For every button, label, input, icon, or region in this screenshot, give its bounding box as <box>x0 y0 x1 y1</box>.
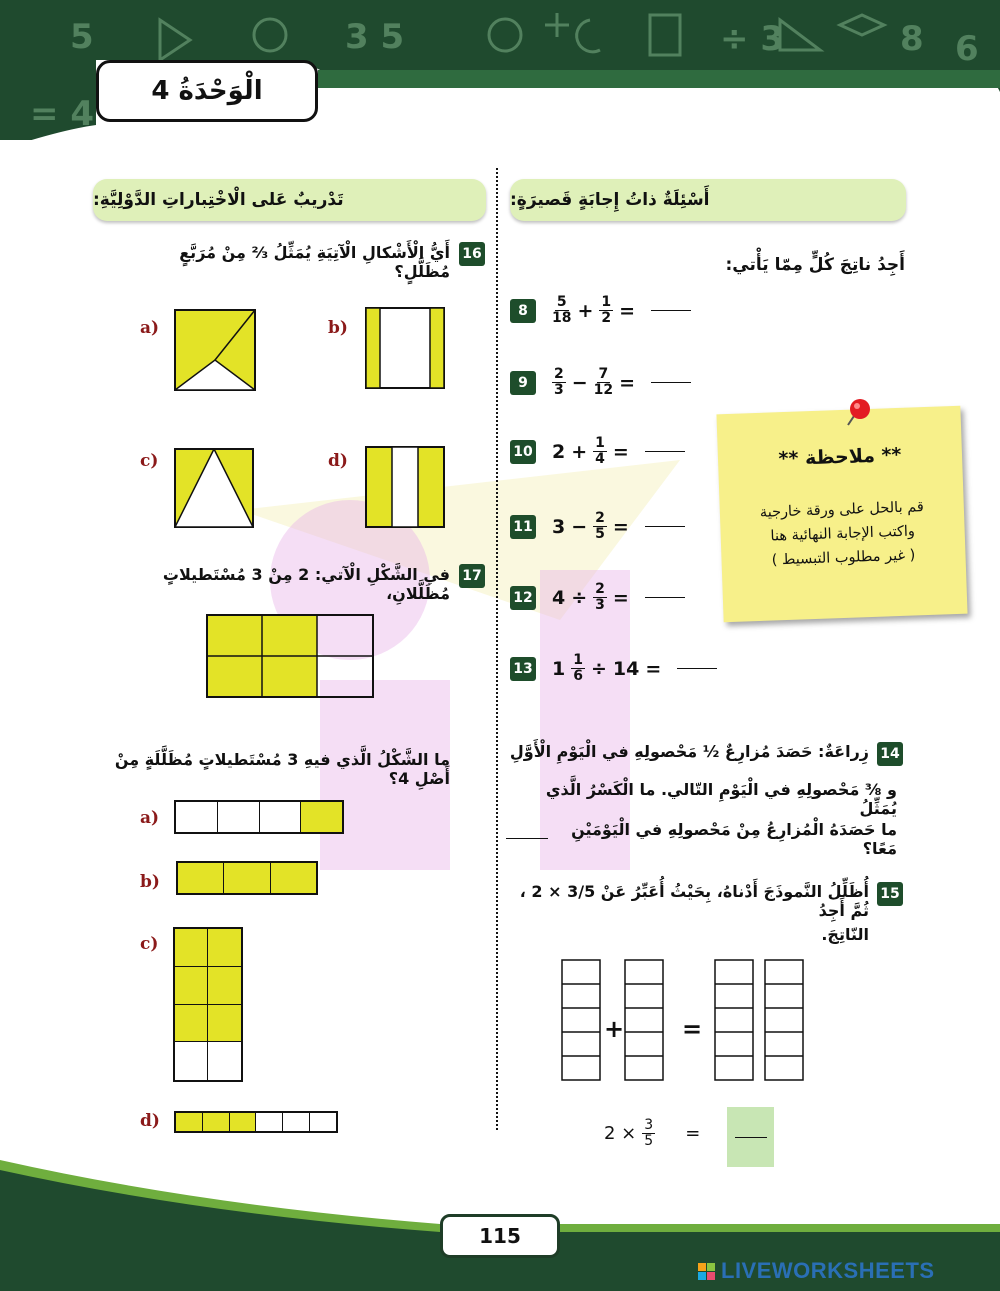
math-token: 3 <box>552 515 566 538</box>
question-10 <box>510 436 685 467</box>
note-body <box>720 494 966 574</box>
question-12 <box>510 582 685 613</box>
q15-line1: أُظَلِّلُ النَّموذَجَ أَدْناهُ، بِحَيْثُ أُعَبِّرُ عَنْ 3/5 × 2 ، ثُمَّ أَجِدُ <box>519 882 869 920</box>
column-divider <box>496 168 498 1130</box>
q14-line1: زِراعَةٌ: حَصَدَ مُزارِعٌ ½ مَحْصولِهِ في الْيَوْمِ الْأَوَّلِ <box>509 742 869 761</box>
svg-text:3 5: 3 5 <box>345 17 405 57</box>
question-number: 12 <box>510 586 536 610</box>
liveworksheets-brand[interactable] <box>698 1258 935 1284</box>
q14-answer-blank[interactable] <box>506 838 548 839</box>
answer-blank[interactable] <box>651 310 691 311</box>
q17-option-b-shape[interactable] <box>176 861 318 895</box>
fraction: $\frac{1}{4}$ <box>595 435 605 467</box>
question-14-number: 14 <box>877 742 903 766</box>
q16-option-b-shape[interactable] <box>365 307 445 389</box>
section-title: تَدْريبٌ عَلى الْاخْتِباراتِ الدَّوْلِيَّةِ: <box>93 190 344 210</box>
svg-text:÷ 3: ÷ 3 <box>720 19 784 59</box>
question-15-number: 15 <box>877 882 903 906</box>
section-title: أَسْئِلَةٌ ذاتُ إِجابَةٍ قَصيرَةٍ: <box>510 190 710 210</box>
q15-bar-4[interactable] <box>765 960 803 1080</box>
question-9 <box>510 367 691 398</box>
q14-line3: ما حَصَدَهُ الْمُزارِعُ مِنْ مَحْصولِهِ في الْيَوْمَيْنِ مَعًا؟ <box>571 820 897 858</box>
math-token: 4 <box>552 586 566 609</box>
note-line3: ( غير مطلوب التبسيط ) <box>771 547 916 569</box>
question-16-number: 16 <box>459 242 485 266</box>
math-token: = <box>645 657 662 680</box>
section-header-international-tests <box>93 179 486 221</box>
question-number: 9 <box>510 371 536 395</box>
fraction: $\frac{1}{2}$ <box>601 294 612 326</box>
question-number: 13 <box>510 657 536 681</box>
instructions: أَجِدُ ناتِجَ كُلٍّ مِمّا يَأْتي: <box>725 255 905 275</box>
q16-option-c-label[interactable]: c) <box>140 451 159 471</box>
liveworksheets-logo-icon <box>698 1263 715 1280</box>
sticky-note <box>716 406 967 622</box>
fraction: $\frac{2}{5}$ <box>595 510 605 542</box>
question-13 <box>510 653 717 684</box>
math-token: ÷ <box>590 657 607 680</box>
answer-blank[interactable] <box>645 597 685 598</box>
section-header-short-answer <box>510 179 906 221</box>
unit-title-text: الْوَحْدَةُ 4 <box>151 76 263 106</box>
math-token: ÷ <box>571 586 588 609</box>
note-title: ** ملاحظة ** <box>778 443 902 471</box>
pushpin-icon <box>836 395 876 435</box>
q17-subtext: ما الشَّكْلُ الَّذي فيهِ 3 مُسْتَطيلاتٍ مُظَلَّلَةٍ مِنْ أَصْلِ 4؟ <box>114 750 450 788</box>
math-token: + <box>571 440 588 463</box>
note-line1: قم بالحل على ورقة خارجية <box>759 499 925 521</box>
question-number: 10 <box>510 440 536 464</box>
expr-lead: 2 × <box>604 1123 637 1144</box>
liveworksheets-brand-text: LIVEWORKSHEETS <box>721 1258 935 1283</box>
q17-option-d-label[interactable]: d) <box>140 1111 160 1131</box>
q16-option-d-shape[interactable] <box>365 446 445 528</box>
answer-blank[interactable] <box>645 451 685 452</box>
q15-plus: + <box>604 1015 625 1043</box>
q16-text: أَيُّ الْأَشْكالِ الْآتِيَةِ يُمَثِّلُ ⅔ مِنْ مُرَبَّعٍ مُظَلَّلٍ؟ <box>179 243 450 281</box>
expr-fraction: $\frac{3}{5}$ <box>644 1117 654 1149</box>
q14-line2: و ⅜ مَحْصولِهِ في الْيَوْمِ التّالي. ما الْكَسْرُ الَّذي يُمَثِّلُ <box>545 780 897 818</box>
fraction: $\frac{2}{3}$ <box>595 581 605 613</box>
fraction: $\frac{1}{6}$ <box>573 652 583 684</box>
question-17-number: 17 <box>459 564 485 588</box>
q16-option-b-label[interactable]: b) <box>328 318 348 338</box>
note-line2: واكتب الإجابة النهائية هنا <box>770 523 916 545</box>
q17-example-grid <box>205 613 375 699</box>
q15-bar-1[interactable] <box>562 960 600 1080</box>
q15-equals: = <box>682 1015 703 1043</box>
q16-option-a-label[interactable]: a) <box>140 318 160 338</box>
q17-option-a-label[interactable]: a) <box>140 808 160 828</box>
math-token: 2 <box>552 440 566 463</box>
math-token: = <box>619 371 636 394</box>
q16-option-a-shape[interactable] <box>174 309 256 391</box>
unit-title <box>96 60 318 122</box>
answer-blank[interactable] <box>645 526 685 527</box>
svg-text:5: 5 <box>70 17 94 57</box>
fraction: $\frac{7}{12}$ <box>593 366 614 398</box>
question-11 <box>510 511 685 542</box>
answer-blank[interactable] <box>677 668 717 669</box>
q16-option-c-shape[interactable] <box>174 448 254 528</box>
expr-equals: = <box>685 1123 701 1144</box>
q17-option-b-label[interactable]: b) <box>140 872 160 892</box>
q16-option-d-label[interactable]: d) <box>328 451 348 471</box>
q15-bar-2[interactable] <box>625 960 663 1080</box>
q15-bar-3[interactable] <box>715 960 753 1080</box>
page-number-text: 115 <box>479 1224 521 1248</box>
q17-option-a-shape[interactable] <box>174 800 344 834</box>
math-token: 14 <box>612 657 640 680</box>
math-token: = <box>612 586 629 609</box>
math-token: − <box>571 371 588 394</box>
question-number: 11 <box>510 515 536 539</box>
q17-option-d-shape[interactable] <box>174 1111 338 1133</box>
question-8 <box>510 295 691 326</box>
question-number: 8 <box>510 299 536 323</box>
page-number <box>440 1214 560 1258</box>
svg-text:8: 8 <box>900 19 924 59</box>
math-token: + <box>577 299 594 322</box>
math-token: = <box>612 515 629 538</box>
svg-text:6: 6 <box>955 29 979 69</box>
math-token: − <box>571 515 588 538</box>
q17-text: في الشَّكْلِ الْآتي: 2 مِنْ 3 مُسْتَطيلاتٍ مُظَلَّلانِ، <box>162 565 450 603</box>
answer-blank[interactable] <box>651 382 691 383</box>
fraction: $\frac{5}{18}$ <box>552 294 572 326</box>
math-token: = <box>612 440 629 463</box>
fraction: $\frac{2}{3}$ <box>554 366 564 398</box>
q17-option-c-shape[interactable] <box>173 927 243 1082</box>
q17-option-c-label[interactable]: c) <box>140 934 159 954</box>
q15-line2: النّاتِجَ. <box>821 925 869 944</box>
q15-expression <box>604 1118 700 1149</box>
svg-text:= 4: = 4 <box>30 94 94 134</box>
math-token: 1 <box>552 657 566 680</box>
math-token: = <box>619 299 636 322</box>
